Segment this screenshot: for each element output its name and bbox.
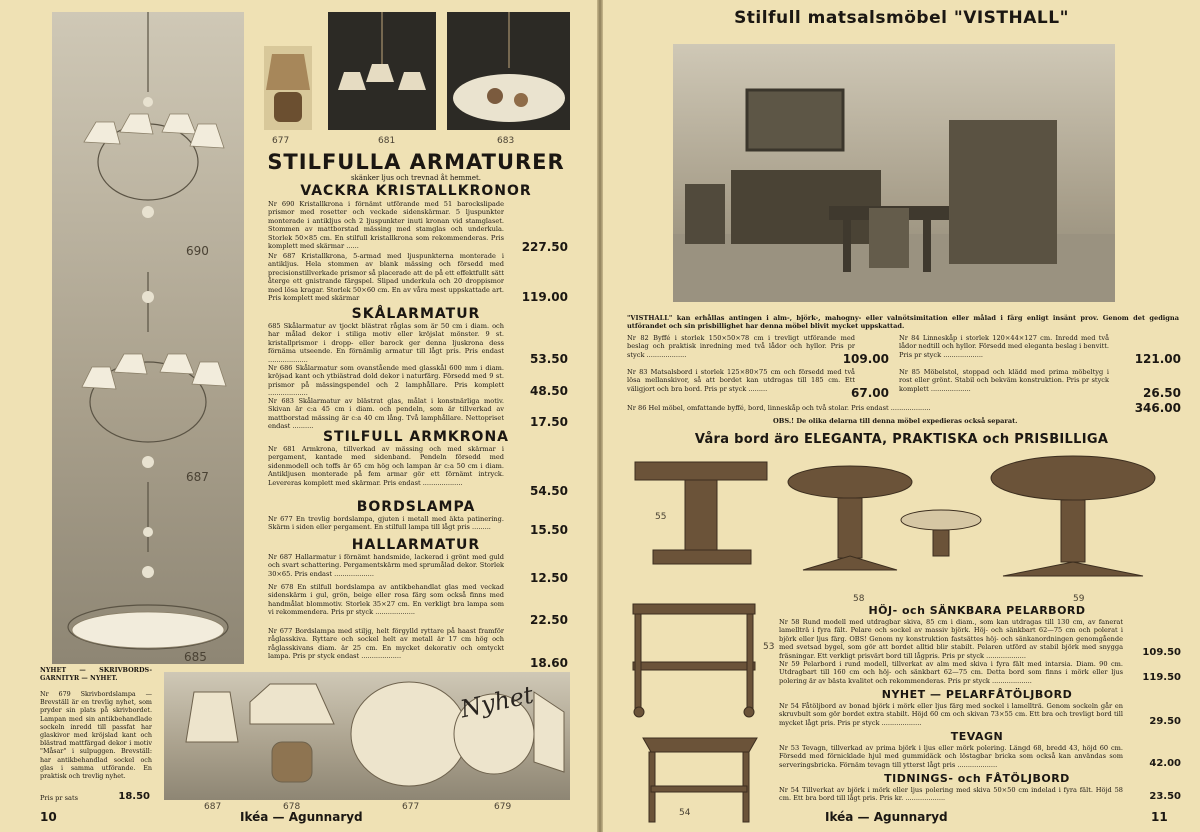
photo-tevagn xyxy=(629,598,759,718)
price-nr677-bordslampa: 15.50 xyxy=(530,523,568,537)
text-nr83: Nr 83 Matsalsbord i storlek 125×80×75 cm och försedd med två lösa mellanskivor, så att bordet kan utdragas till 185 cm. Ett väligjort och bra bord. Pris pr styck ......... xyxy=(627,368,855,393)
right-footer-brand: Ikéa — Agunnaryd xyxy=(825,810,948,824)
text-nr85: Nr 85 Möbelstol, stoppad och klädd med prima möbeltyg i rost eller grönt. Stabil och bekväm konstruktion. Pris pr styck komplett ................... xyxy=(899,368,1109,393)
photo-label-685: 685 xyxy=(184,650,207,664)
obs-note: OBS.! De olika delarna till denna möbel expedieras också separat. xyxy=(773,417,1018,425)
price-nr687: 119.00 xyxy=(521,290,568,304)
left-footer-brand: Ikéa — Agunnaryd xyxy=(240,810,363,824)
sidebar-heading: NYHET — SKRIVBORDS-GARNITYR — NYHET. xyxy=(40,666,152,683)
price-nr681: 54.50 xyxy=(530,484,568,498)
price-nr53: 42.00 xyxy=(1149,758,1181,769)
text-nr82: Nr 82 Byffé i storlek 150×50×78 cm i trevligt utförande med beslag och praktisk inredning med två lådor och hyllor. Pris pr styck ................... xyxy=(627,334,855,359)
text-nr84: Nr 84 Linneskåp i storlek 120×44×127 cm. Inredd med två lådor nedtill och hyllor. Försedd med eleganta beslag i benvitt. Pris pr styck ................... xyxy=(899,334,1109,359)
photo-visthall-dining xyxy=(673,44,1115,302)
photo-fatoljbord xyxy=(639,728,761,824)
price-nr683: 17.50 xyxy=(530,415,568,429)
photo-label-59: 59 xyxy=(1073,594,1085,604)
text-nr690: Nr 690 Kristallkrona i förnämt utförande med 51 barockslipade prismor med rosetter och veckade sidenskärmar. 5 ljuspunkter monterade i antikljus och 2 ljuspunkter inuti kronan vid stamglaset. Stommen av mattborstad mässing med stamglas och underkula. Storlek 50×85 cm. En stilfull kristallkrona som rekommenderas. Pris komplett med skärmar ...... xyxy=(268,200,504,251)
price-nr54-tidningsbord: 23.50 xyxy=(1149,791,1181,802)
text-nr58: Nr 58 Rund modell med utdragbar skiva, 85 cm i diam., som kan utdragas till 130 cm, av fanerat lamellträ i fyra fält. Pelare och sockel av massiv björk. Höj- och sänkbart 62—75 cm och polerat i björk eller ljus färg. OBS! Genom ny konstruktion fastsättes höj- och sänkanordningen genomgående med svetsad bygel, som gör att bordet alltid blir stabilt. Pelaren utförd av stabil björk med snygga fräsningar. Ett verkligt prisvärt bord till lågpris. Pris pr styck ................... xyxy=(779,618,1123,660)
heading-tevagn: TEVAGN xyxy=(950,730,1004,743)
bottom-label-678: 678 xyxy=(283,802,301,812)
heading-pelarbord: HÖJ- och SÄNKBARA PELARBORD xyxy=(868,604,1086,617)
bottom-label-677: 677 xyxy=(402,802,420,812)
visthall-intro: "VISTHALL" kan erhållas antingen i alm-, björk-, mahogny- eller valnötsimitation eller målad i färg enligt insänt prov. Genom det gedigna utförandet och sin prisbillighet har denna möbel blivit mycket uppskattad. xyxy=(627,314,1179,331)
text-nr678: Nr 678 En stilfull bordslampa av antikbehandlat glas med veckad sidenskärm i gul, grön, beige eller rosa färg som också finns med handmålat blommotiv. Storlek 35×27 cm. En verkligt bra lampa som vi rekommendera. Pris pr styck ................... xyxy=(268,583,504,617)
text-nr53: Nr 53 Tevagn, tillverkad av prima björk i ljus eller mörk polering. Längd 68, bredd 43, höjd 60 cm. Försedd med förnicklade hjul med gummidäck och löstagbar bricka som också kan användas som serveringsbricka. Förnäm tevagn till ytterst lågt pris ................... xyxy=(779,744,1123,769)
heading-armkrona: STILFULL ARMKRONA xyxy=(322,429,510,445)
heading-hallarmatur: HALLARMATUR xyxy=(351,537,481,553)
price-nr685: 53.50 xyxy=(530,352,568,366)
text-nr54-tidningsbord: Nr 54 Tillverkat av björk i mörk eller ljus polering med skiva 50×50 cm indelad i fyra fält. Höjd 58 cm. Ett bra bord till lågt pris. Pris kr. ................... xyxy=(779,786,1123,803)
left-title: STILFULLA ARMATURER xyxy=(267,150,565,174)
bottom-label-687: 687 xyxy=(204,802,222,812)
heading-bordslampa: BORDSLAMPA xyxy=(356,499,476,515)
text-nr687: Nr 687 Kristallkrona, 5-armad med ljuspunkterna monterade i antikljus. Hela stommen av blank mässing och försedd med precisionstillverkade prismor så placerade att de på ett effektfullt sätt återge ett gnistrande färgspel. Slipad underkula och 20 droppismor med lösa kragar. Storlek 50×60 cm. En av våra mest uppskattade art. Pris komplett med skärmar xyxy=(268,252,504,302)
price-nr82: 109.00 xyxy=(842,352,889,366)
photo-label-683: 683 xyxy=(497,136,515,146)
price-nr85: 26.50 xyxy=(1143,386,1181,400)
photo-label-58: 58 xyxy=(853,594,865,604)
left-subtitle: skänker ljus och trevnad åt hemmet. xyxy=(350,174,482,182)
price-nr678: 22.50 xyxy=(530,613,568,627)
text-nr685: 685 Skålarmatur av tjockt blästrat råglas som är 50 cm i diam. och har målad dekor i stiliga motiv eller kröjslat mönster. 9 st. kristallprismor i dropp- eller barock ger denna ljuskrona dess förnäma utseende. En förnämlig armatur till lågt pris. Pris endast ................... xyxy=(268,322,504,364)
price-nr84: 121.00 xyxy=(1134,352,1181,366)
text-nr677-bordslampa: Nr 677 En trevlig bordslampa, gjuten i metall med äkta patinering. Skärm i siden eller pergament. En stilfull lampa till lågt pris ......... xyxy=(268,515,504,532)
price-nr83: 67.00 xyxy=(851,386,889,400)
photo-bottom-strip xyxy=(164,672,570,800)
text-nr677-ryttare: Nr 677 Bordslampa med stiljg, helt förgylld ryttare på haast framför råglasskiva. Ryttare och sockel helt av metall är 17 cm hög och råglasskivans diam. är 25 cm. En mycket dekorativ och omtyckt lampa. Pris pr styck endast ................... xyxy=(268,627,504,661)
left-page xyxy=(0,0,597,832)
chandelier-illustration xyxy=(52,12,244,664)
photo-label-690: 690 xyxy=(186,244,209,258)
heading-pelarfatoljbord: NYHET — PELARFÅTÖLJBORD xyxy=(881,688,1073,701)
price-nr59: 119.50 xyxy=(1142,672,1181,683)
chandelier-photo-column xyxy=(52,12,244,664)
price-nr677-ryttare: 18.60 xyxy=(530,656,568,670)
right-page-number: 11 xyxy=(1151,810,1168,824)
price-nr690: 227.50 xyxy=(521,240,568,254)
photo-label-54: 54 xyxy=(679,808,691,818)
text-nr687-hallarmatur: Nr 687 Hallarmatur i förnämt handsmide, lackerad i grönt med guld och svart schattering. Pergamentskärm med sprumålad dekor. Storlek 30×65. Pris endast ................... xyxy=(268,553,504,578)
nyhet-script: Nyhet xyxy=(457,680,536,724)
right-title: Stilfull matsalsmöbel "VISTHALL" xyxy=(734,8,1069,28)
heading-skalarmatur: SKÅLARMATUR xyxy=(351,306,481,322)
text-nr681: Nr 681 Armkrona, tillverkad av mässing och med skärmar i pergament, kantade med sidenband. Pendeln försedd med sidenmodell och toffs är 65 cm hög och lampan är c:a 50 cm i diam. Antikljusen monterade på fem armar gör ett förnämt intryck. Levereras komplett med skärmar. Pris endast ................... xyxy=(268,445,504,487)
sidebar-price-label: Pris pr sats xyxy=(40,794,78,802)
text-nr686: Nr 686 Skålarmatur som ovanstående med glasskål 600 mm i diam. kröjsad kant och ytbiästrad dold dekor i naturfärg. Försedd med 9 st. prismor på mässingspendel och 2 lamphållare. Pris komplett ................... xyxy=(268,364,504,397)
price-nr58: 109.50 xyxy=(1142,647,1181,658)
bottom-label-679: 679 xyxy=(494,802,512,812)
sidebar-text: Nr 679 Skrivbordslampa — Brevställ är en trevlig nyhet, som pryder sin plats på skrivbordet. Lampan med sin antikbehandlade sockeln inredd till passfat har glaskivor med kröjslad kant och blästrad mattfärgad dekor i motiv "Måsar" i sulpuggen. Brevställ: har antikbehandlad sockel och glas i samma utförande. En praktisk och trevlig nyhet. xyxy=(40,690,152,781)
text-nr59: Nr 59 Pelarbord i rund modell, tillverkat av alm med skiva i fyra fält med intarsia. Diam. 90 cm. Utdragbart till 160 cm och höj- och sänkbart 62—75 cm. Detta bord som finns i mörk eller ljus polering är av bästa kvalitet och rekommenderas. Pris pr styck ................... xyxy=(779,660,1123,685)
photo-label-681: 681 xyxy=(378,136,396,146)
sidebar-price: 18.50 xyxy=(118,791,150,802)
photo-681-armkrona xyxy=(328,12,436,130)
bord-heading: Våra bord äro ELEGANTA, PRAKTISKA och PRISBILLIGA xyxy=(694,432,1109,447)
heading-kristallkronor: VACKRA KRISTALLKRONOR xyxy=(300,183,532,199)
heading-tidningsbord: TIDNINGS- och FÅTÖLJBORD xyxy=(884,772,1070,785)
left-page-number: 10 xyxy=(40,810,57,824)
price-nr54-fatoljbord: 29.50 xyxy=(1149,716,1181,727)
photo-label-55: 55 xyxy=(655,512,667,522)
right-page xyxy=(603,0,1200,832)
photo-tables-row xyxy=(633,452,1175,592)
text-nr54-fatoljbord: Nr 54 Fåtöljbord av bonad björk i mörk eller ljus färg med sockel i lamellträ. Genom sockeln går en skruvbult som gör bordet extra stabilt. Höjd 60 cm och skivan 73×55 cm. Ett bra och trevligt bord till mycket lågt pris. Pris pr styck ................... xyxy=(779,702,1123,727)
text-nr683: Nr 683 Skålarmatur av blästrat glas, målat i konstnärliga motiv. Skivan är c:a 45 cm i diam. och pendeln, som är tillverkad av mattborstad mässing är c:a 40 cm lång. Två lamphållare. Nettopriset endast .......... xyxy=(268,397,504,430)
price-nr687-hallarmatur: 12.50 xyxy=(530,571,568,585)
photo-label-53: 53 xyxy=(763,642,775,652)
price-nr86: 346.00 xyxy=(1134,401,1181,415)
photo-677-lamp xyxy=(264,46,312,130)
photo-label-677: 677 xyxy=(272,136,290,146)
photo-label-687: 687 xyxy=(186,470,209,484)
price-nr686: 48.50 xyxy=(530,384,568,398)
text-nr86: Nr 86 Hel möbel, omfattande byffé, bord, linneskåp och två stolar. Pris endast ................... xyxy=(627,404,931,412)
photo-683-skalarmatur xyxy=(447,12,570,130)
